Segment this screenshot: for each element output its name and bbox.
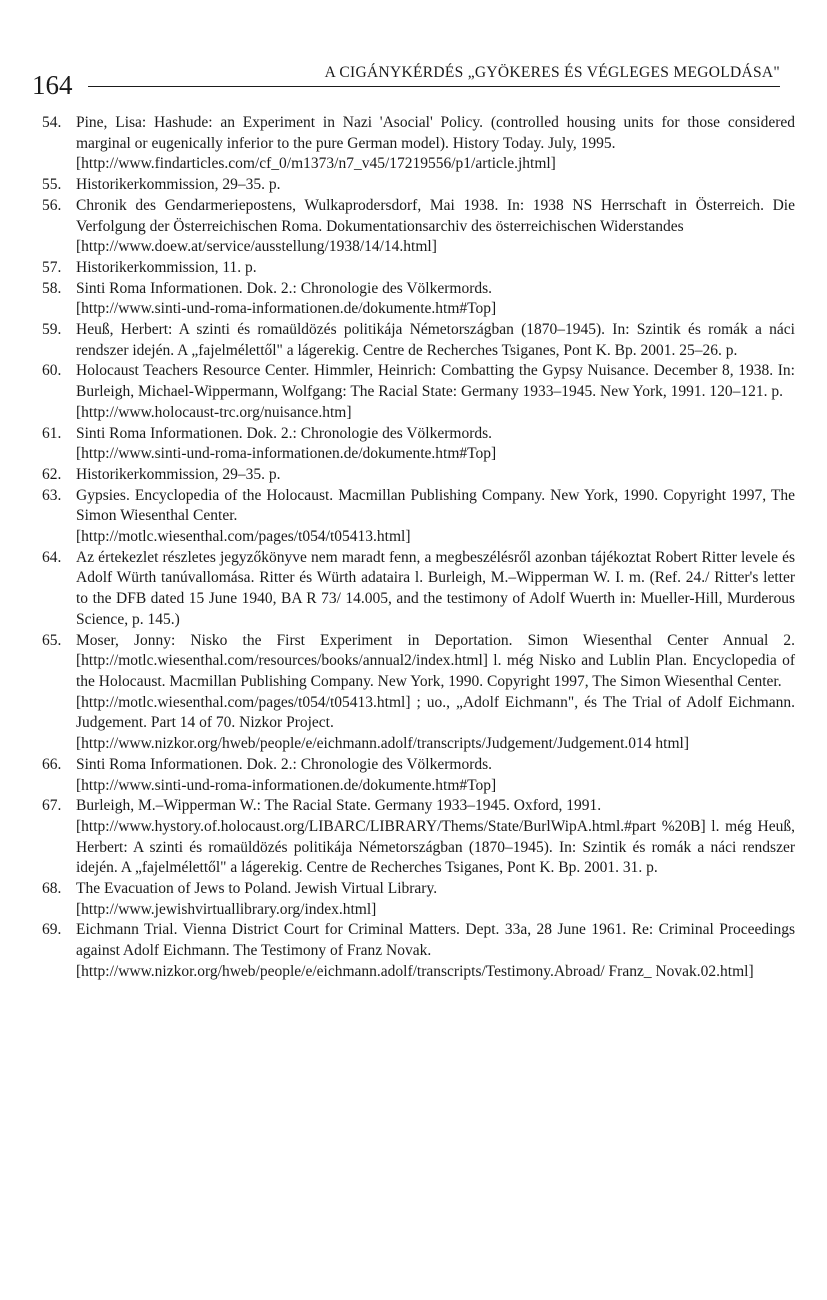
- endnote-text: [http://www.findarticles.com/cf_0/m1373/n7_v45/17219556/p1/article.jhtml]: [76, 155, 556, 173]
- endnote-text: Sinti Roma Informationen. Dok. 2.: Chronologie des Völkermords.: [76, 755, 493, 773]
- endnote-text: Historikerkommission, 29–35. p.: [76, 465, 281, 483]
- endnote-item: [42, 879, 795, 920]
- endnote-item: [42, 796, 795, 879]
- endnote-text: Sinti Roma Informationen. Dok. 2.: Chronologie des Völkermords.: [76, 279, 493, 297]
- endnotes-list: [42, 113, 795, 983]
- endnote-item: [42, 631, 795, 755]
- endnote-number: 65.: [42, 631, 62, 649]
- endnote-number: 64.: [42, 548, 62, 566]
- endnote-text: [http://www.sinti-und-roma-informationen.de/dokumente.htm#Top]: [76, 445, 497, 463]
- endnote-number: 63.: [42, 486, 62, 504]
- endnote-text: [http://motlc.wiesenthal.com/pages/t054/t05413.html]: [76, 528, 411, 546]
- page-header: [32, 58, 780, 98]
- endnote-item: [42, 320, 795, 361]
- endnote-text: [http://www.doew.at/service/ausstellung/1938/14/14.html]: [76, 238, 437, 256]
- endnote-text: [http://motlc.wiesenthal.com/pages/t054/t05413.html] ; uo., „Adolf Eichmann", és The Trial of Adolf Eichmann. Judgement. Part 14 of 70. Nizkor Project.: [76, 693, 795, 732]
- endnote-number: 57.: [42, 258, 62, 276]
- endnote-text: [http://www.holocaust-trc.org/nuisance.htm]: [76, 403, 352, 421]
- endnote-item: [42, 548, 795, 631]
- endnote-text: Historikerkommission, 29–35. p.: [76, 176, 281, 194]
- endnote-text: Pine, Lisa: Hashude: an Experiment in Nazi 'Asocial' Policy. (controlled housing units for those considered marginal or eugenically inferior to the pure German model). History Today. July, 1995.: [76, 114, 795, 152]
- endnote-text: Historikerkommission, 11. p.: [76, 258, 257, 276]
- endnote-text: [http://www.sinti-und-roma-informationen.de/dokumente.htm#Top]: [76, 300, 497, 318]
- endnote-number: 67.: [42, 797, 62, 815]
- endnote-item: [42, 175, 795, 196]
- endnote-number: 56.: [42, 196, 62, 214]
- endnote-item: [42, 755, 795, 796]
- endnote-text: The Evacuation of Jews to Poland. Jewish Virtual Library.: [76, 880, 438, 898]
- endnote-text: Sinti Roma Informationen. Dok. 2.: Chronologie des Völkermords.: [76, 424, 493, 442]
- endnote-item: [42, 113, 795, 175]
- endnote-text: Burleigh, M.–Wipperman W.: The Racial State. Germany 1933–1945. Oxford, 1991.: [76, 797, 602, 815]
- endnote-item: [42, 486, 795, 548]
- endnote-text: Holocaust Teachers Resource Center. Himmler, Heinrich: Combatting the Gypsy Nuisance. December 8, 1938. In: Burleigh, Michael-Wippermann, Wolfgang: The Racial State: Germany 1933–1945. New York, 1991. 120–121. p.: [76, 362, 795, 401]
- endnote-item: [42, 424, 795, 465]
- endnote-item: [42, 279, 795, 320]
- endnote-text: [http://www.sinti-und-roma-informationen.de/dokumente.htm#Top]: [76, 776, 497, 794]
- endnote-text: [http://www.hystory.of.holocaust.org/LIBARC/LIBRARY/Thems/State/BurlWipA.html.#part %20B] l. még Heuß, Herbert: A szinti és romaüldözés politikája Németországban (1870–1945). In: Szintik és romák a náci rendszer idején. A „fajelmélettől" a lágerekig. Centre de Recherches Tsiganes, Pont K. Bp. 2001. 31. p.: [76, 817, 795, 877]
- endnote-number: 60.: [42, 362, 62, 380]
- endnote-text: Chronik des Gendarmeriepostens, Wulkaprodersdorf, Mai 1938. In: 1938 NS Herrschaft in Österreich. Die Verfolgung der Österreichischen Roma. Dokumentationsarchiv des österreichischen Widerstandes: [76, 196, 795, 235]
- endnote-text: Eichmann Trial. Vienna District Court for Criminal Matters. Dept. 33a, 28 June 1961. Re: Criminal Proceedings against Adolf Eichmann. The Testimony of Franz Novak.: [76, 921, 795, 960]
- endnote-text: Gypsies. Encyclopedia of the Holocaust. Macmillan Publishing Company. New York, 1990. Copyright 1997, The Simon Wiesenthal Center.: [76, 486, 795, 525]
- endnote-number: 58.: [42, 279, 62, 297]
- header-rule: [88, 86, 780, 87]
- endnote-number: 59.: [42, 321, 62, 339]
- endnote-text: Az értekezlet részletes jegyzőkönyve nem maradt fenn, a megbeszélésről azonban tájékoztat Robert Ritter levele és Adolf Würth tanúvallomása. Ritter és Würth adataira l. Burleigh, M.–Wipperman W. I. m. (Ref. 24./ Ritter's letter to the DFB dated 15 June 1940, BA R 73/ 14.005, and the testimony of Adolf Wuerth in: Mueller-Hill, Murderous Science, p. 145.): [76, 548, 795, 628]
- running-title: A CIGÁNYKÉRDÉS „GYÖKERES ÉS VÉGLEGES MEGOLDÁSA": [324, 64, 780, 81]
- endnote-number: 54.: [42, 114, 62, 131]
- endnote-number: 61.: [42, 424, 62, 442]
- endnote-number: 66.: [42, 755, 62, 773]
- endnote-text: [http://www.nizkor.org/hweb/people/e/eichmann.adolf/transcripts/Testimony.Abroad/ Franz_ Novak.02.html]: [76, 962, 754, 980]
- endnote-text: [http://www.jewishvirtuallibrary.org/index.html]: [76, 900, 377, 918]
- endnote-item: [42, 361, 795, 423]
- endnote-item: [42, 258, 795, 279]
- endnote-text: Heuß, Herbert: A szinti és romaüldözés politikája Németországban (1870–1945). In: Szintik és romák a náci rendszer idején. A „fajelmélettől" a lágerekig. Centre de Recherches Tsiganes, Pont K. Bp. 2001. 25–26. p.: [76, 321, 795, 359]
- page-number: 164: [32, 70, 73, 100]
- endnote-item: [42, 465, 795, 486]
- endnote-number: 68.: [42, 880, 62, 898]
- endnote-text: [http://www.nizkor.org/hweb/people/e/eichmann.adolf/transcripts/Judgement/Judgement.014 html]: [76, 735, 689, 753]
- endnote-number: 62.: [42, 465, 62, 483]
- endnote-item: [42, 920, 795, 982]
- endnote-number: 55.: [42, 176, 62, 194]
- endnote-number: 69.: [42, 921, 62, 939]
- endnote-item: [42, 196, 795, 258]
- endnote-text: Moser, Jonny: Nisko the First Experiment in Deportation. Simon Wiesenthal Center Annual 2. [http://motlc.wiesenthal.com/resources/books/annual2/index.html] l. még Nisko and Lublin Plan. Encyclopedia of the Holocaust. Macmillan Publishing Company. New York, 1990. Copyright 1997, The Simon Wiesenthal Center.: [76, 631, 795, 690]
